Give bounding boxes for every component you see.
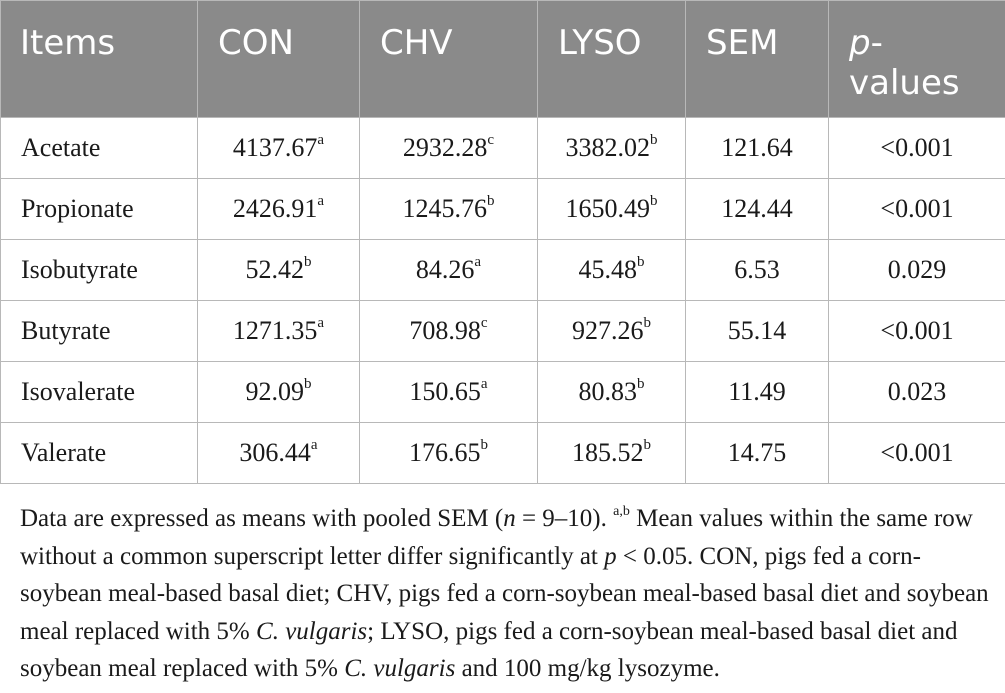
header-lyso: LYSO bbox=[538, 1, 686, 118]
cell-value: 84.26 bbox=[415, 255, 475, 284]
cell-p: <0.001 bbox=[829, 118, 1005, 179]
cell-value: 92.09 bbox=[245, 377, 304, 406]
cell-superscript: b bbox=[650, 193, 658, 210]
header-items: Items bbox=[1, 1, 198, 118]
cell-superscript: b bbox=[487, 193, 495, 210]
table-row bbox=[1, 301, 1005, 362]
cell-chv bbox=[360, 179, 538, 240]
header-p-dash: - bbox=[870, 23, 883, 63]
footnote-n: n bbox=[503, 505, 516, 532]
cell-superscript: b bbox=[637, 254, 645, 271]
footnote-text-1: Data are expressed as means with pooled SEM ( bbox=[20, 505, 504, 532]
cell-p: 0.023 bbox=[829, 362, 1005, 423]
cell-value: 176.65 bbox=[409, 438, 481, 467]
table-row bbox=[1, 118, 1005, 179]
table-body bbox=[1, 118, 1005, 484]
cell-con bbox=[198, 301, 360, 362]
cell-value: 4137.67 bbox=[232, 133, 318, 162]
cell-value: 1271.35 bbox=[232, 316, 318, 345]
table-row bbox=[1, 362, 1005, 423]
row-label: Isobutyrate bbox=[1, 240, 198, 301]
cell-value: 1650.49 bbox=[565, 194, 650, 223]
cell-superscript: b bbox=[643, 437, 651, 454]
cell-chv bbox=[360, 118, 538, 179]
cell-chv bbox=[360, 301, 538, 362]
footnote-p: p bbox=[604, 542, 617, 570]
cell-sem: 121.64 bbox=[686, 118, 829, 179]
cell-value: 150.65 bbox=[409, 377, 481, 406]
cell-superscript: b bbox=[304, 376, 312, 393]
cell-p: <0.001 bbox=[829, 423, 1005, 484]
cell-sem: 124.44 bbox=[686, 179, 829, 240]
cell-value: 3382.02 bbox=[565, 133, 650, 162]
footnote-text-5: ; LYSO, pigs fed a corn-soybean meal-based basal diet and soybean meal replaced with 5% bbox=[20, 617, 958, 682]
cell-value: 708.98 bbox=[409, 316, 481, 345]
row-label: Acetate bbox=[1, 118, 198, 179]
cell-superscript: a bbox=[310, 437, 318, 454]
cell-superscript: a bbox=[317, 315, 325, 332]
cell-superscript: b bbox=[637, 376, 645, 393]
footnote-text-6: and 100 mg/kg lysozyme. bbox=[455, 655, 720, 682]
cell-value: 306.44 bbox=[239, 438, 311, 467]
cell-sem: 14.75 bbox=[686, 423, 829, 484]
cell-chv bbox=[360, 423, 538, 484]
cell-con bbox=[198, 118, 360, 179]
cell-lyso bbox=[538, 362, 686, 423]
footnote-cvulgaris-1: C. vulgaris bbox=[256, 617, 368, 645]
table-row bbox=[1, 423, 1005, 484]
row-label: Isovalerate bbox=[1, 362, 198, 423]
cell-chv bbox=[360, 240, 538, 301]
cell-value: 927.26 bbox=[572, 316, 644, 345]
cell-superscript: b bbox=[480, 437, 488, 454]
footnote-text-2: = 9–10). bbox=[515, 505, 614, 532]
row-label: Valerate bbox=[1, 423, 198, 484]
header-p-italic: p bbox=[849, 23, 871, 63]
cell-value: 185.52 bbox=[572, 438, 644, 467]
cell-sem: 6.53 bbox=[686, 240, 829, 301]
cell-sem: 55.14 bbox=[686, 301, 829, 362]
cell-superscript: a bbox=[317, 193, 325, 210]
cell-lyso bbox=[538, 423, 686, 484]
cell-superscript: a bbox=[480, 376, 488, 393]
cell-superscript: a bbox=[317, 132, 325, 149]
cell-value: 80.83 bbox=[578, 377, 637, 406]
row-label: Butyrate bbox=[1, 301, 198, 362]
cell-superscript: c bbox=[487, 132, 495, 149]
cell-sem: 11.49 bbox=[686, 362, 829, 423]
cell-value: 52.42 bbox=[245, 255, 304, 284]
cell-chv bbox=[360, 362, 538, 423]
cell-superscript: a bbox=[474, 254, 482, 271]
cell-p: 0.029 bbox=[829, 240, 1005, 301]
cell-superscript: b bbox=[643, 315, 651, 332]
cell-superscript: b bbox=[304, 254, 312, 271]
footnote-text-3: Mean values within the same row without a common superscript letter differ significantly at bbox=[20, 505, 973, 570]
table-header bbox=[1, 1, 1005, 118]
cell-lyso bbox=[538, 118, 686, 179]
cell-p: <0.001 bbox=[829, 179, 1005, 240]
footnote-cvulgaris-2: C. vulgaris bbox=[344, 655, 456, 682]
cell-con bbox=[198, 362, 360, 423]
cell-value: 45.48 bbox=[578, 255, 637, 284]
header-p-values bbox=[829, 1, 1005, 118]
row-label: Propionate bbox=[1, 179, 198, 240]
footnote-text-4: < 0.05. CON, pigs fed a corn-soybean meal-based basal diet; CHV, pigs fed a corn-soybean meal-based basal diet and soybean meal replaced with 5% bbox=[20, 542, 989, 645]
cell-con bbox=[198, 240, 360, 301]
cell-con bbox=[198, 179, 360, 240]
header-chv: CHV bbox=[360, 1, 538, 118]
cell-lyso bbox=[538, 179, 686, 240]
header-con: CON bbox=[198, 1, 360, 118]
cell-lyso bbox=[538, 301, 686, 362]
table-footnote bbox=[20, 500, 995, 688]
footnote-superscript-ab: a,b bbox=[613, 503, 630, 519]
cell-superscript: b bbox=[650, 132, 658, 149]
cell-value: 2932.28 bbox=[402, 133, 488, 162]
table-row bbox=[1, 179, 1005, 240]
table-row bbox=[1, 240, 1005, 301]
header-row bbox=[1, 1, 1005, 118]
cell-lyso bbox=[538, 240, 686, 301]
cell-value: 2426.91 bbox=[232, 194, 318, 223]
header-p-line2: values bbox=[849, 63, 960, 103]
header-sem: SEM bbox=[686, 1, 829, 118]
cell-value: 1245.76 bbox=[402, 194, 487, 223]
cell-p: <0.001 bbox=[829, 301, 1005, 362]
cell-con bbox=[198, 423, 360, 484]
cell-superscript: c bbox=[480, 315, 488, 332]
